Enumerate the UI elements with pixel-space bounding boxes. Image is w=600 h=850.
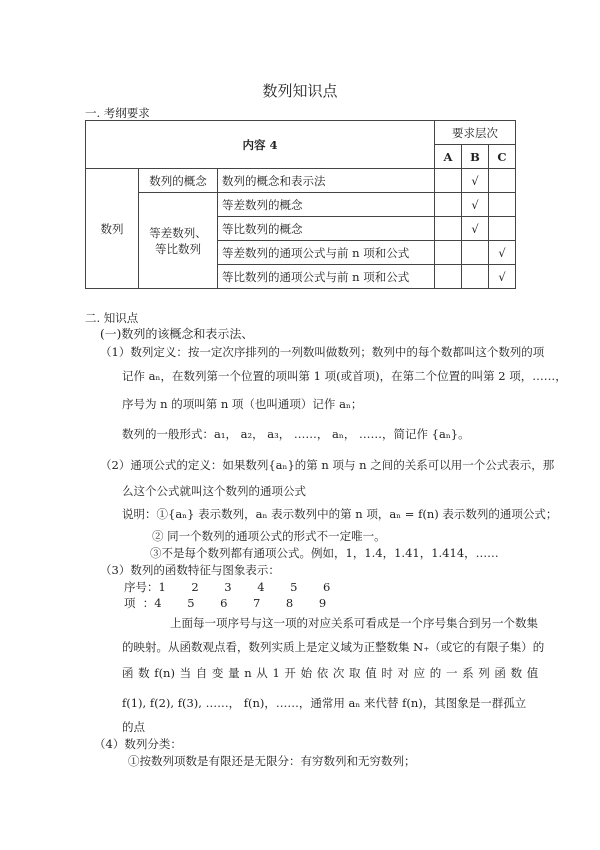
check-c <box>489 217 516 241</box>
check-a <box>435 217 462 241</box>
content-header: 内容 4 <box>86 121 435 169</box>
subtopic-cell <box>139 193 218 289</box>
text-line: ③不是每个数列都有通项公式。例如，1，1.4，1.41，1.414，…… <box>150 546 499 560</box>
text-line: （2）通项公式的定义：如果数列{aₙ}的第 n 项与 n 之间的关系可以用一个公式表示，那 <box>100 458 555 472</box>
subtopic-line: 等差数列、 <box>149 225 207 240</box>
check-a <box>435 241 462 265</box>
check-b <box>462 241 489 265</box>
check-b: √ <box>462 169 489 193</box>
check-c: √ <box>489 241 516 265</box>
level-header: 要求层次 <box>435 121 516 145</box>
subtopic-cell: 数列的概念 <box>139 169 218 193</box>
check-a <box>435 169 462 193</box>
item-cell: 等比数列的通项公式与前 n 项和公式 <box>218 265 435 289</box>
table-row <box>86 169 516 193</box>
check-c <box>489 169 516 193</box>
section-heading-1: 一. 考纲要求 <box>85 106 150 120</box>
text-line: （1）数列定义：按一定次序排列的一列数叫做数列；数列中的每个数都叫这个数列的项 <box>100 345 545 359</box>
text-line: ② 同一个数列的通项公式的形式不一定唯一。 <box>152 529 386 543</box>
text-line: 说明：①{aₙ} 表示数列，aₙ 表示数列中的第 n 项，aₙ = f(n) 表示数列的通项公式； <box>122 507 558 521</box>
topic-cell: 数列 <box>86 169 139 289</box>
page-title: 数列知识点 <box>262 82 338 100</box>
item-cell: 等差数列的通项公式与前 n 项和公式 <box>218 241 435 265</box>
check-b: √ <box>462 217 489 241</box>
check-b <box>462 265 489 289</box>
check-b: √ <box>462 193 489 217</box>
text-line: 的映射。从函数观点看，数列实质上是定义域为正整数集 N₊（或它的有限子集）的 <box>122 640 545 654</box>
item-cell: 等差数列的概念 <box>218 193 435 217</box>
text-line: 数列的一般形式：a₁， a₂， a₃， ……， aₙ， ……，简记作 {aₙ}。 <box>122 427 470 441</box>
text-line: （4）数列分类： <box>94 737 182 751</box>
requirements-table <box>85 120 516 289</box>
level-a: A <box>435 145 462 169</box>
text-line: 记作 aₙ，在数列第一个位置的项叫第 1 项(或首项)，在第二个位置的叫第 2 项，……， <box>122 369 567 383</box>
text-line: 上面每一项序号与这一项的对应关系可看成是一个序号集合到另一个数集 <box>170 616 538 630</box>
section-heading-2: 二. 知识点 <box>85 311 139 325</box>
table-row <box>86 193 516 217</box>
subtopic-line: 等比数列 <box>155 241 201 256</box>
level-b: B <box>462 145 489 169</box>
text-line: 的点 <box>122 720 145 734</box>
check-c <box>489 193 516 217</box>
text-line: 序号为 n 的项叫第 n 项（也叫通项）记作 aₙ； <box>122 397 363 411</box>
item-cell: 数列的概念和表示法 <box>218 169 435 193</box>
text-line: （3）数列的函数特征与图象表示： <box>100 563 280 577</box>
text-line: 函 数 f(n) 当 自 变 量 n 从 1 开 始 依 次 取 值 时 对 应 的 一 系 列 函 数 值 <box>122 666 539 680</box>
text-line: 么这个公式就叫这个数列的通项公式 <box>122 484 306 498</box>
text-line: ①按数列项数是有限还是无限分：有穷数列和无穷数列； <box>128 754 416 768</box>
sub-heading: (一)数列的该概念和表示法、 <box>100 327 254 341</box>
level-c: C <box>489 145 516 169</box>
check-a <box>435 193 462 217</box>
text-line: f(1), f(2), f(3), ……， f(n)，……，通常用 aₙ 来代替 f(n)，其图象是一群孤立 <box>122 696 527 710</box>
text-line: 序号：1 2 3 4 5 6 <box>124 580 331 594</box>
text-line: 项 ：4 5 6 7 8 9 <box>124 596 327 610</box>
check-a <box>435 265 462 289</box>
item-cell: 等比数列的概念 <box>218 217 435 241</box>
check-c: √ <box>489 265 516 289</box>
